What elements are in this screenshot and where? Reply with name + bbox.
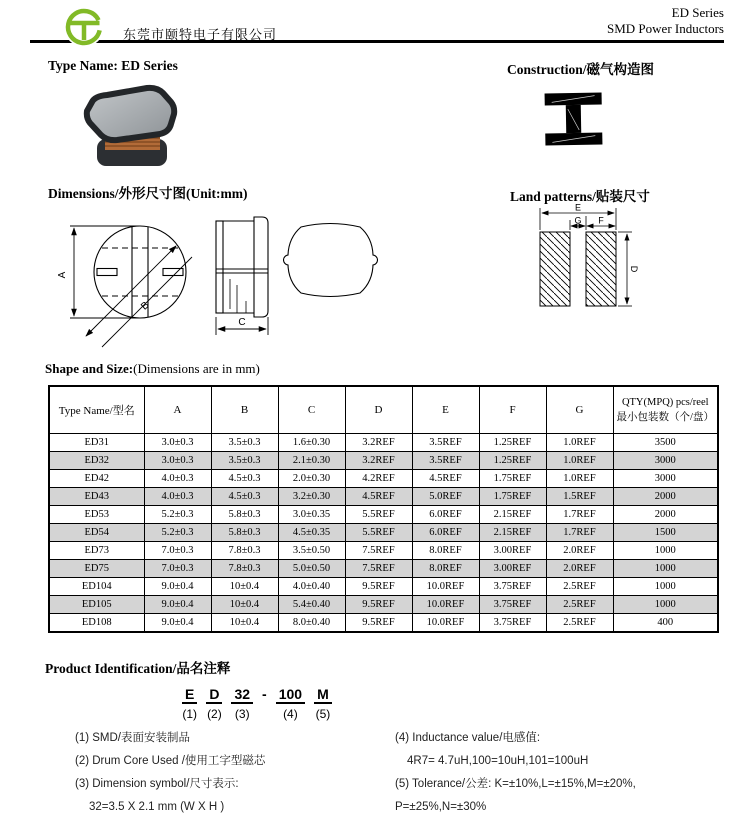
- table-cell: 6.0REF: [412, 506, 479, 524]
- table-cell: 5.2±0.3: [144, 506, 211, 524]
- note-line: (4) Inductance value/电感值:: [395, 732, 541, 744]
- shape-size-heading: [45, 361, 260, 377]
- table-cell: 2.15REF: [479, 506, 546, 524]
- svg-text:D: D: [629, 265, 639, 273]
- table-cell: 3.2REF: [345, 452, 412, 470]
- qty-header-line2: 最小包装数（个/盘）: [616, 412, 714, 423]
- col-header-g: G: [546, 386, 613, 434]
- table-cell: 2.0±0.30: [278, 470, 345, 488]
- table-cell: 9.0±0.4: [144, 614, 211, 632]
- table-cell: 1.25REF: [479, 452, 546, 470]
- svg-text:B: B: [139, 299, 152, 313]
- table-cell: 5.0REF: [412, 488, 479, 506]
- svg-text:C: C: [238, 317, 246, 328]
- table-cell: 7.8±0.3: [211, 560, 278, 578]
- table-row: [49, 434, 718, 452]
- table-cell: 3.00REF: [479, 542, 546, 560]
- table-row: [49, 578, 718, 596]
- table-cell: 3.5REF: [412, 434, 479, 452]
- table-cell: 8.0REF: [412, 542, 479, 560]
- table-cell: 4.0±0.3: [144, 488, 211, 506]
- table-cell: ED105: [49, 596, 144, 614]
- table-cell: 1.0REF: [546, 434, 613, 452]
- table-cell: 2.0REF: [546, 560, 613, 578]
- code-part-4: 100 (4): [276, 686, 305, 721]
- table-cell: ED108: [49, 614, 144, 632]
- table-cell: 3.75REF: [479, 578, 546, 596]
- table-cell: 1.0REF: [546, 470, 613, 488]
- table-cell: 4.2REF: [345, 470, 412, 488]
- code-part-2: D (2): [207, 686, 222, 721]
- size-table: [48, 385, 719, 633]
- table-cell: 1000: [613, 542, 718, 560]
- land-patterns-heading: Land patterns/贴装尺寸: [510, 189, 650, 204]
- svg-text:A: A: [57, 271, 68, 279]
- code-separator: -: [262, 686, 267, 702]
- table-cell: 5.4±0.40: [278, 596, 345, 614]
- table-row: [49, 470, 718, 488]
- table-cell: 2.1±0.30: [278, 452, 345, 470]
- table-row: [49, 560, 718, 578]
- table-cell: 3.0±0.3: [144, 452, 211, 470]
- table-cell: 5.8±0.3: [211, 524, 278, 542]
- col-header-c: C: [278, 386, 345, 434]
- table-cell: 2.5REF: [546, 578, 613, 596]
- col-header-e: E: [412, 386, 479, 434]
- table-cell: 2000: [613, 506, 718, 524]
- table-cell: ED75: [49, 560, 144, 578]
- product-photo: [76, 84, 184, 176]
- code-part-1: E (1): [182, 686, 197, 721]
- dimension-side-view: [210, 213, 276, 339]
- table-cell: ED32: [49, 452, 144, 470]
- table-cell: 3.75REF: [479, 596, 546, 614]
- table-cell: 3.00REF: [479, 560, 546, 578]
- svg-text:G: G: [574, 215, 582, 226]
- table-cell: 2.0REF: [546, 542, 613, 560]
- table-cell: 6.0REF: [412, 524, 479, 542]
- table-cell: 4.0±0.40: [278, 578, 345, 596]
- table-cell: 3.0±0.35: [278, 506, 345, 524]
- table-cell: 1.7REF: [546, 506, 613, 524]
- table-cell: 1000: [613, 560, 718, 578]
- series-title: ED Series: [671, 5, 724, 20]
- table-cell: 3.0±0.3: [144, 434, 211, 452]
- table-cell: 4.5REF: [345, 488, 412, 506]
- table-cell: 3.75REF: [479, 614, 546, 632]
- table-cell: 5.2±0.3: [144, 524, 211, 542]
- table-cell: ED43: [49, 488, 144, 506]
- svg-text:F: F: [598, 215, 604, 226]
- note-line: (1) SMD/表面安装制品: [75, 732, 190, 744]
- table-cell: 9.0±0.4: [144, 596, 211, 614]
- table-cell: 8.0REF: [412, 560, 479, 578]
- table-cell: 3500: [613, 434, 718, 452]
- table-cell: 5.5REF: [345, 506, 412, 524]
- table-cell: 3.5±0.50: [278, 542, 345, 560]
- table-cell: 7.8±0.3: [211, 542, 278, 560]
- series-subtitle: SMD Power Inductors: [607, 21, 724, 36]
- table-cell: 1.7REF: [546, 524, 613, 542]
- header-title-block: [607, 5, 724, 37]
- table-row: [49, 524, 718, 542]
- note-line: P=±25%,N=±30%: [395, 801, 487, 813]
- table-cell: 7.5REF: [345, 542, 412, 560]
- table-cell: 3000: [613, 470, 718, 488]
- table-cell: 5.5REF: [345, 524, 412, 542]
- shape-size-rest: (Dimensions are in mm): [133, 361, 260, 376]
- col-header-b: B: [211, 386, 278, 434]
- construction-heading: Construction/磁气构造图: [507, 62, 655, 77]
- table-row: [49, 506, 718, 524]
- land-pattern-diagram: [526, 202, 648, 316]
- table-cell: 2.5REF: [546, 596, 613, 614]
- table-cell: 10±0.4: [211, 596, 278, 614]
- table-cell: 2.5REF: [546, 614, 613, 632]
- note-line: 4R7= 4.7uH,100=10uH,101=100uH: [407, 755, 589, 767]
- col-header-type: Type Name/型名: [49, 386, 144, 434]
- table-cell: 10±0.4: [211, 614, 278, 632]
- table-cell: 4.5±0.3: [211, 488, 278, 506]
- product-id-heading: Product Identification/品名注释: [45, 661, 231, 676]
- table-cell: 7.5REF: [345, 560, 412, 578]
- table-cell: ED53: [49, 506, 144, 524]
- code-part-3: 32 (3): [231, 686, 253, 721]
- table-cell: 4.5±0.3: [211, 470, 278, 488]
- table-cell: ED104: [49, 578, 144, 596]
- table-cell: 1.75REF: [479, 488, 546, 506]
- table-cell: 3.5REF: [412, 452, 479, 470]
- company-name: 东莞市颐特电子有限公司: [123, 27, 278, 42]
- table-row: [49, 452, 718, 470]
- table-cell: 4.0±0.3: [144, 470, 211, 488]
- construction-core-diagram: [543, 90, 605, 148]
- table-cell: 9.5REF: [345, 596, 412, 614]
- table-cell: 10.0REF: [412, 578, 479, 596]
- dimension-bottom-view: [283, 218, 378, 304]
- note-line: (3) Dimension symbol/尺寸表示:: [75, 778, 239, 790]
- table-cell: 10±0.4: [211, 578, 278, 596]
- col-header-f: F: [479, 386, 546, 434]
- table-cell: ED73: [49, 542, 144, 560]
- table-row: [49, 488, 718, 506]
- table-cell: 7.0±0.3: [144, 542, 211, 560]
- table-header-row: [49, 386, 718, 434]
- code-part-5: M (5): [315, 686, 331, 721]
- size-table-body: [49, 434, 718, 632]
- table-cell: 7.0±0.3: [144, 560, 211, 578]
- table-cell: 3.5±0.3: [211, 434, 278, 452]
- table-cell: ED42: [49, 470, 144, 488]
- table-cell: 2.15REF: [479, 524, 546, 542]
- note-line: (5) Tolerance/公差: K=±10%,L=±15%,M=±20%,: [395, 778, 636, 790]
- col-header-qty: [613, 386, 718, 434]
- table-cell: 8.0±0.40: [278, 614, 345, 632]
- table-cell: 1000: [613, 596, 718, 614]
- col-header-a: A: [144, 386, 211, 434]
- table-cell: 1.6±0.30: [278, 434, 345, 452]
- table-cell: 9.5REF: [345, 614, 412, 632]
- product-code-line: [182, 686, 332, 721]
- table-cell: 4.5±0.35: [278, 524, 345, 542]
- table-cell: ED31: [49, 434, 144, 452]
- table-cell: ED54: [49, 524, 144, 542]
- table-cell: 4.5REF: [412, 470, 479, 488]
- table-cell: 9.5REF: [345, 578, 412, 596]
- table-row: [49, 614, 718, 632]
- table-cell: 5.8±0.3: [211, 506, 278, 524]
- note-line: (2) Drum Core Used /使用工字型磁芯: [75, 755, 266, 767]
- table-cell: 1.0REF: [546, 452, 613, 470]
- table-cell: 3.2REF: [345, 434, 412, 452]
- table-row: [49, 596, 718, 614]
- table-cell: 1.25REF: [479, 434, 546, 452]
- col-header-d: D: [345, 386, 412, 434]
- note-line: 32=3.5 X 2.1 mm (W X H ): [89, 801, 225, 813]
- table-cell: 1.75REF: [479, 470, 546, 488]
- type-name-heading: Type Name: ED Series: [48, 58, 178, 73]
- table-cell: 1.5REF: [546, 488, 613, 506]
- table-cell: 1500: [613, 524, 718, 542]
- table-cell: 3.2±0.30: [278, 488, 345, 506]
- shape-size-bold: Shape and Size:: [45, 361, 134, 376]
- table-cell: 1000: [613, 578, 718, 596]
- table-cell: 3000: [613, 452, 718, 470]
- notes-left-column: [75, 732, 265, 824]
- table-cell: 5.0±0.50: [278, 560, 345, 578]
- notes-right-column: [395, 732, 636, 824]
- table-cell: 3.5±0.3: [211, 452, 278, 470]
- table-cell: 400: [613, 614, 718, 632]
- table-cell: 9.0±0.4: [144, 578, 211, 596]
- company-logo-icon: [54, 6, 114, 48]
- table-cell: 10.0REF: [412, 614, 479, 632]
- dimension-top-view: [52, 210, 204, 350]
- svg-text:E: E: [574, 202, 582, 213]
- qty-header-line1: QTY(MPQ) pcs/reel: [621, 397, 709, 408]
- table-cell: 2000: [613, 488, 718, 506]
- table-row: [49, 542, 718, 560]
- table-cell: 10.0REF: [412, 596, 479, 614]
- dimensions-heading: Dimensions/外形尺寸图(Unit:mm): [48, 186, 248, 201]
